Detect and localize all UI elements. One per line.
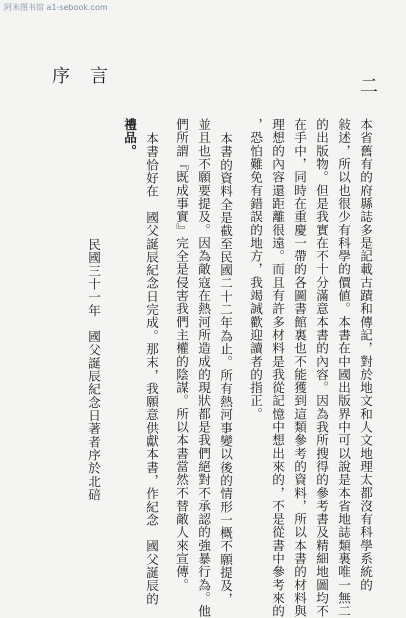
text-column: 理想的內容還距離很遠。而且有許多材料是我從記憶中想出來的，不是從書中參考來的	[270, 118, 285, 618]
text-column: 本省舊有的府縣誌多是記載古蹟和傳記，對於地文和人文地理太都沒有科學系統的	[358, 118, 373, 592]
page-number: 二	[360, 76, 384, 97]
date-signature-line: 民國三十一年 國父誕辰紀念日著者序於北碚	[86, 238, 101, 501]
text-column: 在手中，同時在重慶一帶的各圖書館裏也不能獲到這類參考的資料，所以本書的材料與	[292, 118, 307, 618]
text-column: 們所謂『既成事實』完全是侵害我們主權的陰謀。所以本書當然不替敵人來宣傳。	[174, 118, 189, 592]
text-column: 敍述，所以也很少有科學的價値。本書在中國出版界中可以說是本省地誌類裏唯一無二	[336, 118, 351, 618]
watermark: 阿米图书馆 a1-sebook.com	[4, 3, 108, 12]
text-column: ，恐怕難免有錯誤的地方，我竭誠歡迎讀者的指正。	[248, 118, 263, 421]
text-column: 本書的資料全是截至民國二十二年為止。所有熱河事變以後的情形一概不願提及，	[218, 132, 233, 606]
page-title: 序言	[52, 66, 128, 87]
text-column: 本書恰好在 國父誕辰紀念日完成。那末，我願意供獻本書，作紀念 國父誕辰的	[144, 132, 159, 606]
text-column: 並且也不願要提及。因為敵寇在熱河所造成的現狀都是我們絕對不承認的強暴行為。他	[196, 118, 211, 618]
text-column: 禮品。	[122, 118, 137, 158]
text-column: 的出版物。但是我實在不十分滿意本書的內容。因為我所搜得的參考書及精細地圖均不	[314, 118, 329, 618]
